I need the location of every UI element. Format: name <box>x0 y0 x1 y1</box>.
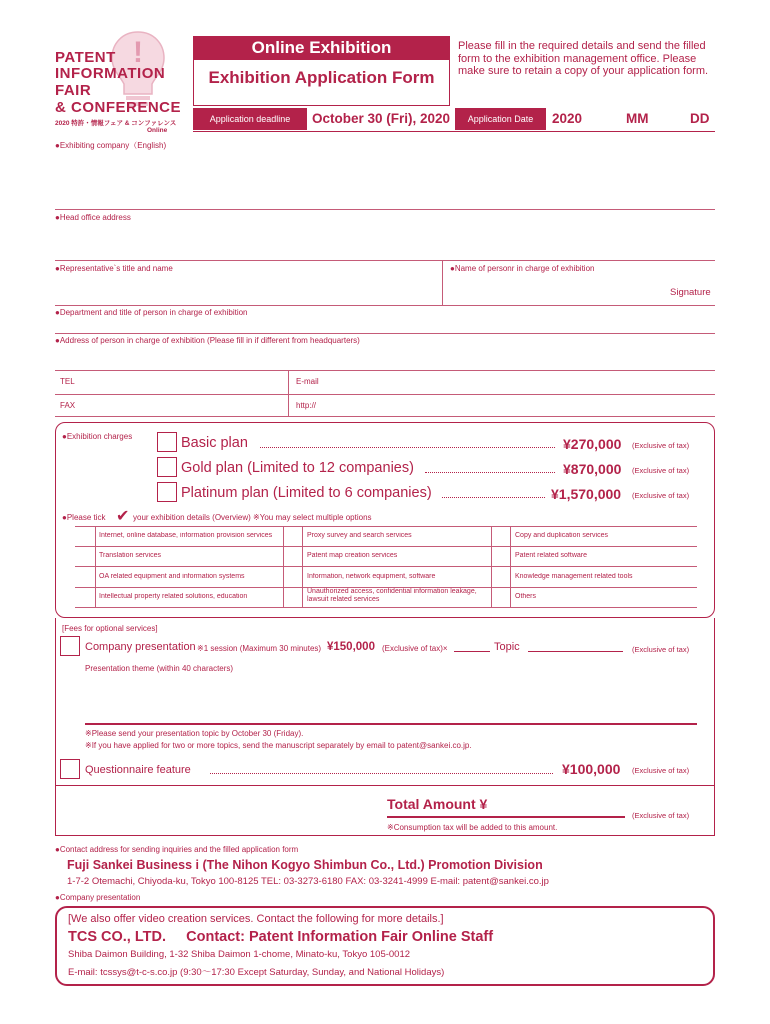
tel-field[interactable] <box>85 371 285 393</box>
label-email: E-mail <box>296 377 319 386</box>
divider <box>55 416 715 417</box>
presentation-note-1: ※Please send your presentation topic by October 30 (Friday). <box>85 729 304 738</box>
presentation-note: ※1 session (Maximum 30 minutes) <box>197 644 322 653</box>
grid-cell[interactable]: Internet, online database, information provision services <box>99 532 273 539</box>
presentation-theme-label: Presentation theme (within 40 characters) <box>85 664 234 673</box>
presentation-tax-x: (Exclusive of tax)× <box>382 644 448 653</box>
grid-line <box>283 526 284 608</box>
grid-cell[interactable]: OA related equipment and information systems <box>99 573 245 580</box>
grid-cell[interactable]: Patent related software <box>515 552 587 559</box>
tcs-email: E-mail: tcssys@t-c-s.co.jp (9:30～17:30 Except Saturday, Sunday, and National Holidays) <box>68 967 445 978</box>
contact-label: ●Contact address for sending inquiries and the filled application form <box>55 845 299 854</box>
presentation-tax: (Exclusive of tax) <box>632 645 690 654</box>
date-month[interactable]: MM <box>626 111 649 126</box>
presentation-theme-field[interactable] <box>85 676 697 722</box>
video-note: [We also offer video creation services. Contact the following for more details.] <box>68 913 444 925</box>
presentation-checkbox[interactable] <box>60 636 80 656</box>
platinum-plan-tax: (Exclusive of tax) <box>632 491 690 500</box>
tick-instruction-prefix: ●Please tick <box>62 513 106 522</box>
exhibiting-company-field[interactable] <box>55 152 715 208</box>
logo-online: Online <box>147 127 168 134</box>
logo-line1: PATENT <box>55 49 116 66</box>
svg-text:!: ! <box>133 36 143 69</box>
grid-line <box>75 546 697 547</box>
presentation-note-2: ※If you have applied for two or more topics, send the manuscript separately by email to patent@sankei.co.jp. <box>85 741 472 750</box>
divider <box>55 260 715 261</box>
theme-underline <box>85 723 697 725</box>
divider <box>442 260 443 305</box>
grid-cell[interactable]: Translation services <box>99 552 161 559</box>
date-year[interactable]: 2020 <box>552 111 583 126</box>
grid-line <box>491 526 492 608</box>
label-exhibiting-company: ●Exhibiting company（English) <box>55 141 167 150</box>
label-fax: FAX <box>60 401 76 410</box>
signature-label: Signature <box>670 287 711 298</box>
presentation-label: Company presentation <box>85 641 196 653</box>
deadline-underline <box>193 131 715 132</box>
leader-dots <box>260 447 555 448</box>
email-field[interactable] <box>330 371 715 393</box>
label-head-office: ●Head office address <box>55 213 131 222</box>
grid-line <box>510 526 511 608</box>
platinum-plan-price: ¥1,570,000 <box>551 486 622 502</box>
header-title-online <box>193 36 450 60</box>
grid-cell[interactable]: Others <box>515 593 537 600</box>
divider <box>55 333 715 334</box>
deadline-label: Application deadline <box>209 114 291 124</box>
grid-line <box>95 526 96 608</box>
session-count-field[interactable] <box>454 638 490 652</box>
leader-dots <box>442 497 545 498</box>
topic-label: Topic <box>494 641 520 653</box>
divider <box>55 209 715 210</box>
total-label: Total Amount ¥ <box>387 796 488 812</box>
logo-line3: FAIR <box>55 82 92 99</box>
tcs-title: TCS CO., LTD. Contact: Patent Information Fair Online Staff <box>68 929 494 945</box>
basic-plan-label: Basic plan <box>181 435 248 451</box>
company-presentation-label: ●Company presentation <box>55 893 141 902</box>
grid-cell[interactable]: Intellectual property related solutions, education <box>99 593 248 600</box>
topic-field[interactable] <box>528 638 623 652</box>
optional-heading: [Fees for optional services] <box>62 624 158 633</box>
tcs-address: Shiba Daimon Building, 1-32 Shiba Daimon 1-chome, Minato-ku, Tokyo 105-0012 <box>68 949 411 960</box>
leader-dots <box>425 472 555 473</box>
questionnaire-checkbox[interactable] <box>60 759 80 779</box>
grid-cell[interactable]: Knowledge management related tools <box>515 573 633 580</box>
date-label: Application Date <box>467 114 534 124</box>
gold-plan-price: ¥870,000 <box>563 461 622 477</box>
tick-instruction-suffix: your exhibition details (Overview) ※You may select multiple options <box>133 513 372 522</box>
contact-address: 1-7-2 Otemachi, Chiyoda-ku, Tokyo 100-8125 TEL: 03-3273-6180 FAX: 03-3241-4999 E-mail: patent@sankei.co.jp <box>67 876 549 887</box>
logo-line4: & CONFERENCE <box>55 99 182 116</box>
gold-plan-checkbox[interactable] <box>157 457 177 477</box>
contact-org: Fuji Sankei Business i (The Nihon Kogyo Shimbun Co., Ltd.) Promotion Division <box>67 858 543 872</box>
platinum-plan-checkbox[interactable] <box>157 482 177 502</box>
divider <box>288 370 289 416</box>
date-day[interactable]: DD <box>690 111 710 126</box>
grid-cell[interactable]: Unauthorized access, confidential information leakage, lawsuit related services <box>307 588 477 603</box>
questionnaire-tax: (Exclusive of tax) <box>632 766 690 775</box>
grid-cell[interactable]: Proxy survey and search services <box>307 532 412 539</box>
total-tax: (Exclusive of tax) <box>632 811 690 820</box>
grid-line <box>302 526 303 608</box>
basic-plan-checkbox[interactable] <box>157 432 177 452</box>
grid-cell[interactable]: Patent map creation services <box>307 552 398 559</box>
label-tel: TEL <box>60 377 75 386</box>
label-address-person: ●Address of person in charge of exhibition (Please fill in if different from headquarters) <box>55 336 360 345</box>
header-title1: Online Exhibition <box>251 38 392 57</box>
gold-plan-label: Gold plan (Limited to 12 companies) <box>181 460 414 476</box>
presentation-price: ¥150,000 <box>327 641 375 653</box>
label-department: ●Department and title of person in charge of exhibition <box>55 308 248 317</box>
header-instructions: Please fill in the required details and send the filled form to the exhibition management office. Please make sure to retain a copy of your application form. <box>458 40 709 77</box>
label-person-in-charge: ●Name of personr in charge of exhibition <box>450 264 595 273</box>
deadline-value: October 30 (Fri), 2020 <box>312 111 451 126</box>
grid-cell[interactable]: Copy and duplication services <box>515 532 608 539</box>
platinum-plan-label: Platinum plan (Limited to 6 companies) <box>181 485 432 501</box>
logo-subtitle: 2020 特許・情報フェア & コンファレンス <box>55 120 177 127</box>
basic-plan-tax: (Exclusive of tax) <box>632 441 690 450</box>
grid-cell[interactable]: Information, network equipment, software <box>307 573 436 580</box>
address-person-field[interactable] <box>55 347 715 369</box>
deadline-label-box <box>193 108 307 130</box>
representative-field[interactable] <box>55 276 440 304</box>
department-field[interactable] <box>300 306 715 332</box>
leader-dots <box>210 773 553 774</box>
questionnaire-price: ¥100,000 <box>562 761 621 777</box>
label-representative: ●Representative`s title and name <box>55 264 173 273</box>
header-title2: Exhibition Application Form <box>208 68 435 87</box>
gold-plan-tax: (Exclusive of tax) <box>632 466 690 475</box>
questionnaire-label: Questionnaire feature <box>85 764 191 776</box>
date-label-box <box>455 108 546 130</box>
grid-line <box>75 566 697 567</box>
fax-field[interactable] <box>85 395 285 415</box>
basic-plan-price: ¥270,000 <box>563 436 622 452</box>
total-underline <box>387 816 625 818</box>
label-http: http:// <box>296 401 317 410</box>
head-office-field[interactable] <box>55 225 715 259</box>
url-field[interactable] <box>330 395 715 415</box>
label-exhibition-charges: ●Exhibition charges <box>62 432 133 441</box>
checkmark-icon: ✔ <box>116 506 130 525</box>
logo-line2: INFORMATION <box>55 65 166 82</box>
total-note: ※Consumption tax will be added to this amount. <box>387 823 558 832</box>
total-amount-field[interactable] <box>500 794 625 814</box>
